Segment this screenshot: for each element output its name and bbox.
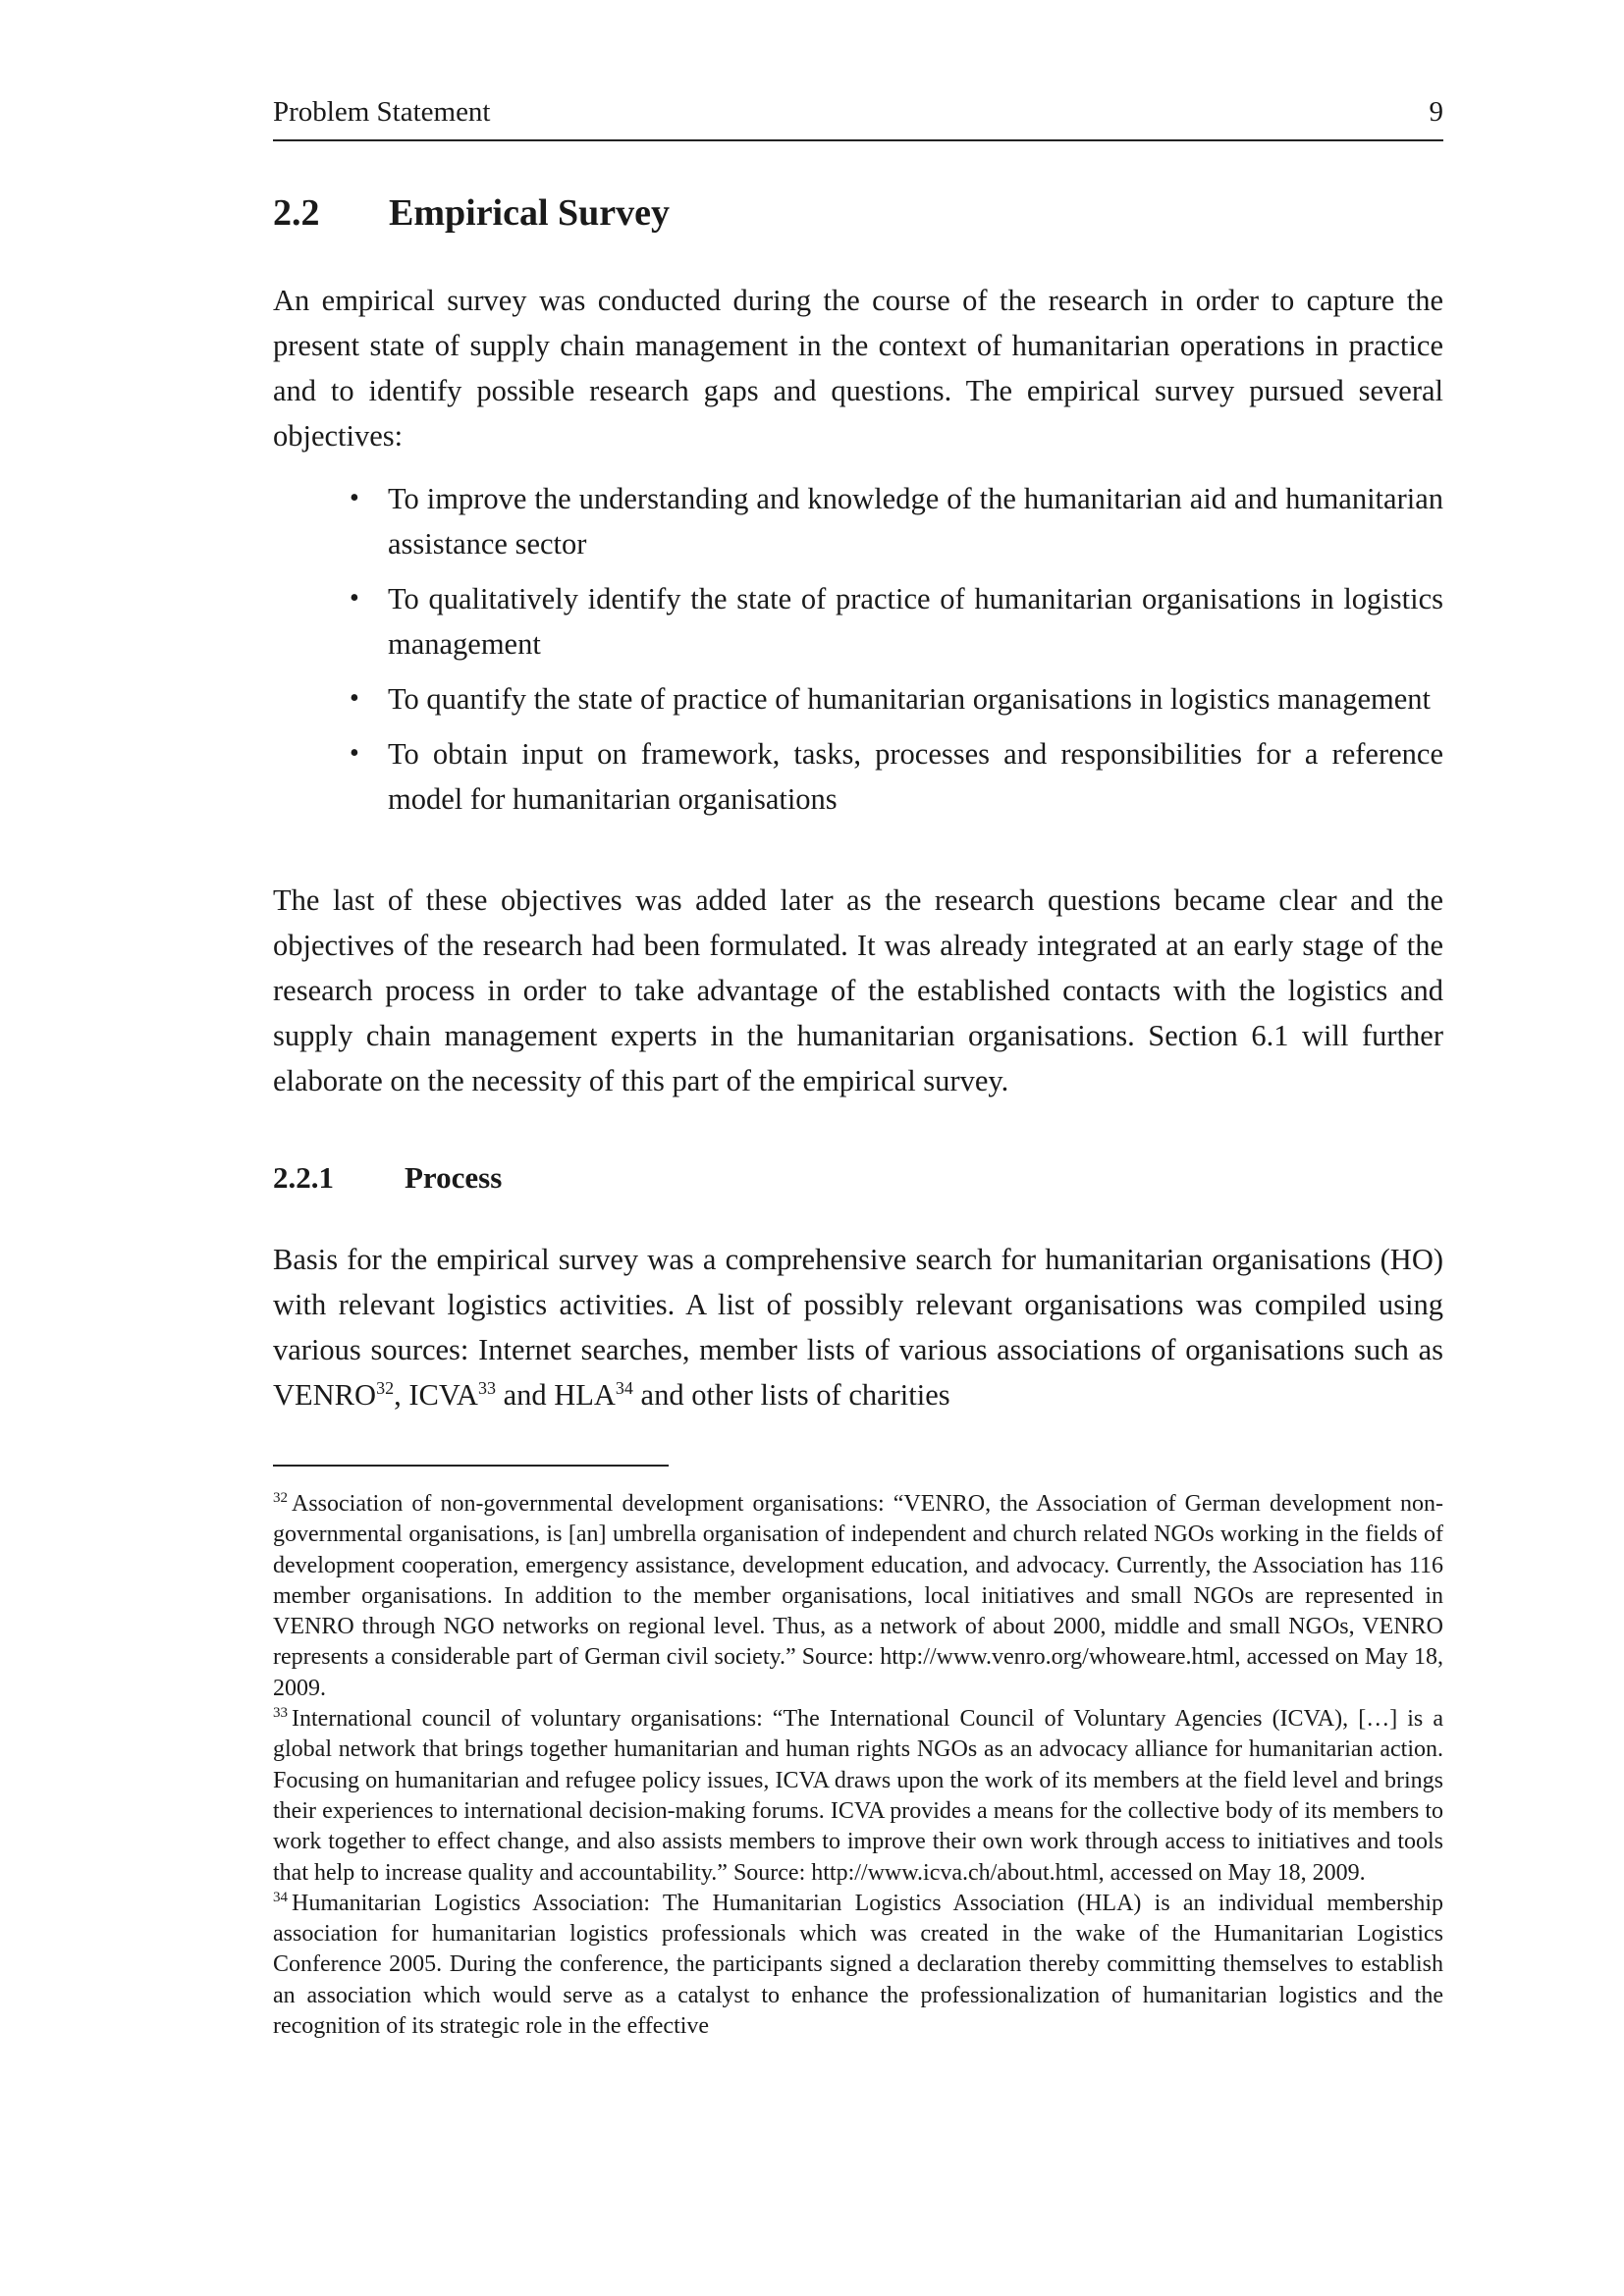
footnote-marker: 34 (273, 1889, 288, 1905)
footnotes (273, 1489, 1443, 2042)
list-item (273, 731, 1443, 822)
footnote-ref[interactable]: 34 (615, 1377, 633, 1398)
bullet-icon: • (350, 583, 359, 614)
objective-text: To improve the understanding and knowledge of the humanitarian aid and humanitarian assistance sector (388, 482, 1443, 561)
list-item (273, 576, 1443, 667)
process-text: Basis for the empirical survey was a comprehensive search for humanitarian organisations (HO) with relevant logistics activities. A list of possibly relevant organisations was compiled using various sources: Internet searches, member lists of various associations of organisations such as VENRO (273, 1243, 1443, 1412)
subsection-title: Process (405, 1160, 503, 1195)
objectives-followup-paragraph: The last of these objectives was added later as the research questions became clear and the objectives of the research had been formulated. It was already integrated at an early stage of the research process in order to take advantage of the established contacts with the logistics and supply chain management experts in the humanitarian organisations. Section 6.1 will further elaborate on the necessity of this part of the empirical survey. (273, 883, 1443, 1097)
list-item (273, 676, 1443, 721)
intro-paragraph: An empirical survey was conducted during the course of the research in order to capture the present state of supply chain management in the context of humanitarian operations in practice and to identify possible research gaps and questions. The empirical survey pursued several objectives: (273, 284, 1443, 453)
footnote-text: International council of voluntary organisations: “The International Council of Voluntary Agencies (ICVA), […] is a global network that brings together humanitarian and human rights NGOs as an advocacy alliance for humanitarian action. Focusing on humanitarian and refugee policy issues, ICVA draws upon the work of its members at the field level and brings their experiences to international decision-making forums. ICVA provides a means for the collective body of its members to work together to effect change, and also assists members to improve their own work through access to initiatives and tools that help to increase quality and accountability.” Source: http://www.icva.ch/about.html, accessed on May 18, 2009. (273, 1706, 1443, 1886)
subsection-number: 2.2.1 (273, 1160, 334, 1195)
subsection-heading (273, 1160, 502, 1196)
objective-text: To obtain input on framework, tasks, processes and responsibilities for a reference model for humanitarian organisations (388, 737, 1443, 816)
process-text: and HLA (495, 1378, 616, 1412)
footnote-divider (273, 1465, 669, 1467)
process-text: , ICVA (394, 1378, 478, 1412)
section-title: Empirical Survey (389, 192, 671, 234)
footnote (273, 1704, 1443, 1889)
running-header (273, 96, 1443, 141)
footnote-ref[interactable]: 32 (376, 1377, 395, 1398)
bullet-icon: • (350, 683, 359, 714)
section-number: 2.2 (273, 192, 320, 234)
process-text: and other lists of charities (632, 1378, 950, 1412)
list-item (273, 476, 1443, 566)
footnote-marker: 32 (273, 1490, 288, 1506)
footnote-ref[interactable]: 33 (477, 1377, 496, 1398)
running-title: Problem Statement (273, 96, 491, 128)
objectives-list (273, 476, 1443, 831)
footnote (273, 1889, 1443, 2042)
footnote-text: Association of non-governmental development organisations: “VENRO, the Association of German development non-governmental organisations, is [an] umbrella organisation of independent and church related NGOs working in the fields of development cooperation, emergency assistance, development education, and advocacy. Currently, the Association has 116 member organisations. In addition to the member organisations, local initiatives and small NGOs are represented in VENRO through NGO networks on regional level. Thus, as a network of about 2000, middle and small NGOs, VENRO represents a considerable part of German civil society.” Source: http://www.venro.org/whoweare.html, accessed on May 18, 2009. (273, 1491, 1443, 1701)
objective-text: To quantify the state of practice of humanitarian organisations in logistics management (388, 682, 1431, 716)
process-paragraph (273, 1237, 1443, 1417)
footnote (273, 1489, 1443, 1704)
bullet-icon: • (350, 738, 359, 769)
footnote-text: Humanitarian Logistics Association: The Humanitarian Logistics Association (HLA) is an individual membership association for humanitarian logistics professionals which was created in the wake of the Humanitarian Logistics Conference 2005. During the conference, the participants signed a declaration thereby committing themselves to establish an association which would serve as a catalyst to enhance the professionalization of humanitarian logistics and the recognition of its strategic role in the effective (273, 1890, 1443, 2040)
bullet-icon: • (350, 483, 359, 513)
section-heading (273, 191, 670, 235)
objective-text: To qualitatively identify the state of practice of humanitarian organisations in logistics management (388, 582, 1443, 661)
page-number: 9 (1429, 96, 1443, 128)
footnote-marker: 33 (273, 1705, 288, 1722)
